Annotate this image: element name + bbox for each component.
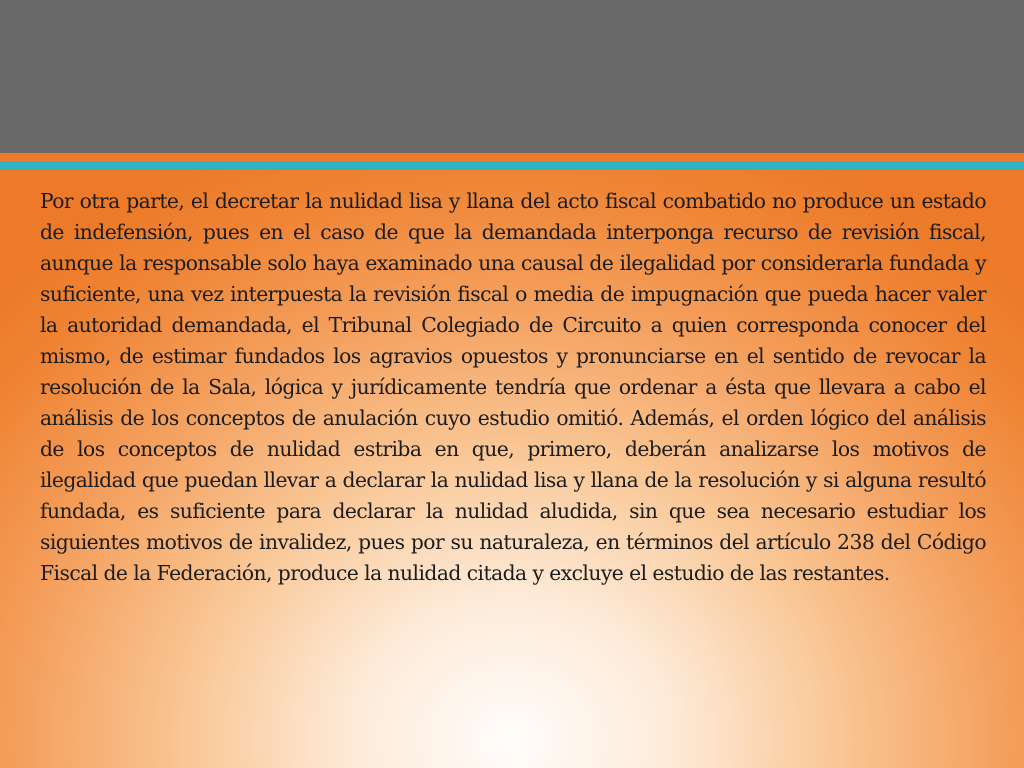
- header-bar: [0, 0, 1024, 153]
- orange-stripe: [0, 153, 1024, 161]
- slide-body-text: Por otra parte, el decretar la nulidad lisa y llana del acto fiscal combatido no produce un estado de indefensión, pues en el caso de que la demandada interponga recurso de revisión fiscal, aunque la responsable solo haya examinado una causal de ilegalidad por considerarla fundada y suficiente, una vez interpuesta la revisión fiscal o media de impugnación que pueda hacer valer la autoridad demandada, el Tribunal Colegiado de Circuito a quien corresponda conocer del mismo, de estimar fundados los agravios opuestos y pronunciarse en el sentido de revocar la resolución de la Sala, lógica y jurídicamente tendría que ordenar a ésta que llevara a cabo el análisis de los conceptos de anulación cuyo estudio omitió. Además, el orden lógico del análisis de los conceptos de nulidad estriba en que, primero, deberán analizarse los motivos de ilegalidad que puedan llevar a declarar la nulidad lisa y llana de la resolución y si alguna resultó fundada, es suficiente para declarar la nulidad aludida, sin que sea necesario estudiar los siguientes motivos de invalidez, pues por su naturaleza, en términos del artículo 238 del Código Fiscal de la Federación, produce la nulidad citada y excluye el estudio de las restantes.: [40, 189, 986, 585]
- teal-stripe: [0, 161, 1024, 170]
